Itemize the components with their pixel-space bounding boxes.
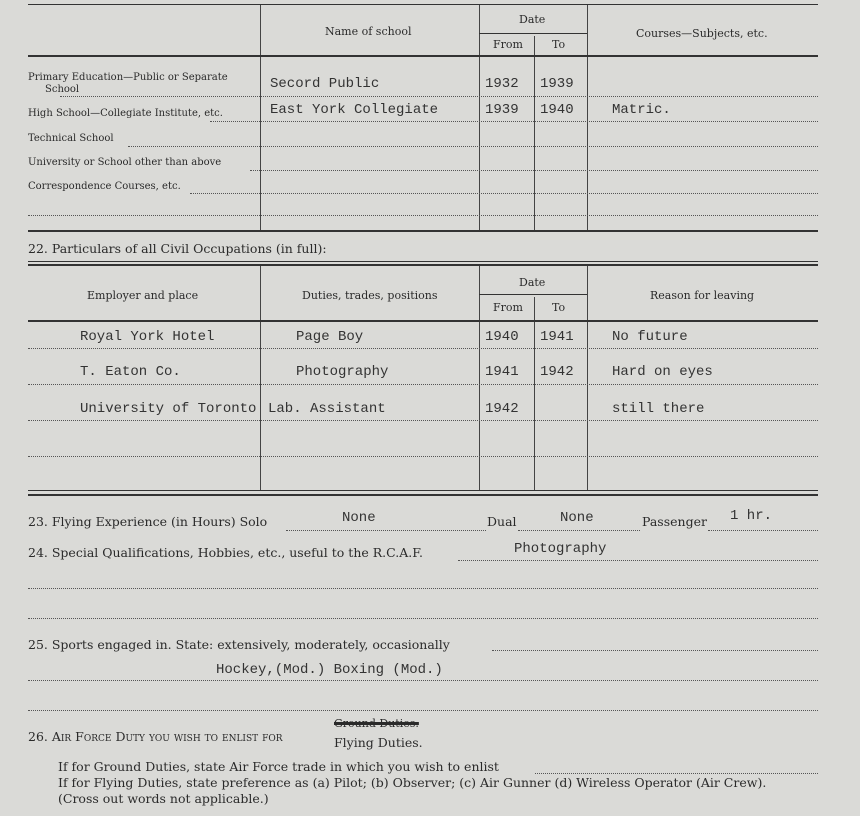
ground-duties-text: If for Ground Duties, state Air Force trade in which you wish to enlist — [58, 759, 499, 774]
cross-out-note: (Cross out words not applicable.) — [58, 791, 269, 806]
header-name-of-school: Name of school — [325, 25, 412, 38]
date-from: 1939 — [485, 102, 519, 118]
dual-value: None — [560, 510, 594, 526]
q26-label: 26. Air Force Duty you wish to enlist for — [28, 729, 283, 744]
section-22-title: 22. Particulars of all Civil Occupations (in full): — [28, 241, 327, 256]
school-name: Secord Public — [270, 76, 380, 92]
row-label-correspondence: Correspondence Courses, etc. — [28, 181, 181, 192]
date-to: 1939 — [540, 76, 574, 92]
header-from: From — [493, 301, 523, 314]
divider — [534, 36, 535, 230]
reason: still there — [612, 401, 705, 417]
q23-label: 23. Flying Experience (in Hours) Solo — [28, 514, 268, 529]
header-employer: Employer and place — [87, 289, 199, 302]
row-label-primary-2: School — [45, 84, 80, 95]
employer: T. Eaton Co. — [80, 364, 181, 380]
q26-value: Flying Duties. — [334, 735, 423, 750]
employer: Royal York Hotel — [80, 329, 215, 345]
duties: Photography — [296, 364, 389, 380]
q25-label: 25. Sports engaged in. State: extensively, moderately, occasionally — [28, 637, 450, 652]
duties: Page Boy — [296, 329, 364, 345]
header-to: To — [552, 301, 566, 314]
header-date: Date — [519, 13, 546, 26]
date-from: 1940 — [485, 329, 519, 345]
date-from: 1942 — [485, 401, 519, 417]
q25-value: Hockey,(Mod.) Boxing (Mod.) — [216, 662, 443, 678]
divider — [479, 5, 480, 230]
dual-label: Dual — [487, 514, 517, 529]
header-courses: Courses—Subjects, etc. — [636, 27, 768, 40]
employer: University of Toronto — [80, 401, 257, 417]
header-duties: Duties, trades, positions — [302, 289, 438, 302]
passenger-label: Passenger — [642, 514, 707, 529]
header-reason: Reason for leaving — [650, 289, 755, 302]
header-from: From — [493, 38, 523, 51]
divider — [28, 4, 818, 5]
divider — [587, 5, 588, 230]
flying-duties-text: If for Flying Duties, state preference as (a) Pilot; (b) Observer; (c) Air Gunner (d) Wireless Operator (Air Crew). — [58, 775, 767, 790]
reason: No future — [612, 329, 688, 345]
solo-value: None — [342, 510, 376, 526]
duties: Lab. Assistant — [268, 401, 386, 417]
date-from: 1932 — [485, 76, 519, 92]
struck-ground-duties: Ground Duties. — [334, 717, 419, 730]
row-label-technical: Technical School — [28, 133, 114, 144]
header-date: Date — [519, 276, 546, 289]
divider — [28, 230, 818, 232]
divider — [260, 5, 261, 230]
courses: Matric. — [612, 102, 671, 118]
q24-label: 24. Special Qualifications, Hobbies, etc., useful to the R.C.A.F. — [28, 545, 423, 560]
divider — [28, 55, 818, 57]
date-to: 1940 — [540, 102, 574, 118]
row-label-university: University or School other than above — [28, 157, 222, 168]
reason: Hard on eyes — [612, 364, 713, 380]
passenger-value: 1 hr. — [730, 508, 773, 524]
divider — [479, 33, 587, 34]
row-label-primary: Primary Education—Public or Separate — [28, 72, 228, 83]
row-label-high-school: High School—Collegiate Institute, etc. — [28, 108, 223, 119]
q24-value: Photography — [514, 541, 607, 557]
date-to: 1942 — [540, 364, 574, 380]
date-from: 1941 — [485, 364, 519, 380]
header-to: To — [552, 38, 566, 51]
school-name: East York Collegiate — [270, 102, 439, 118]
date-to: 1941 — [540, 329, 574, 345]
